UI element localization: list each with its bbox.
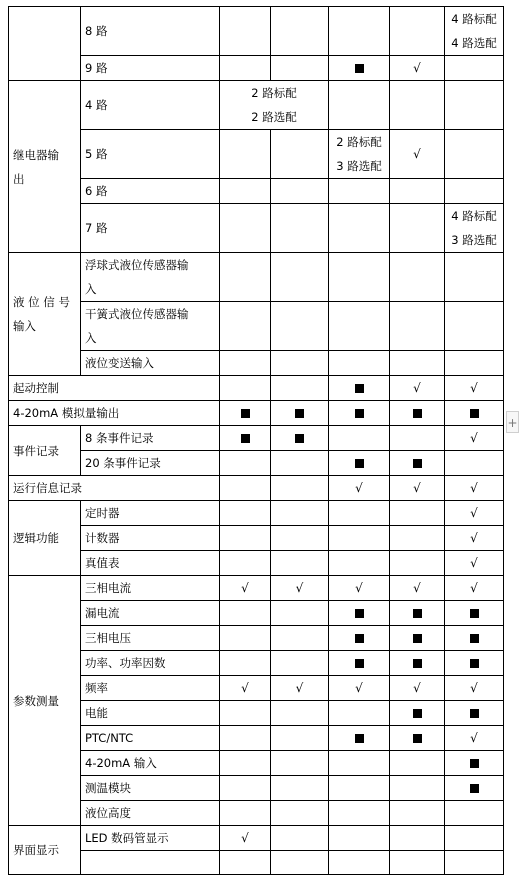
empty-cell bbox=[329, 751, 390, 776]
empty-cell bbox=[445, 253, 504, 302]
empty-cell bbox=[329, 501, 390, 526]
table-row bbox=[9, 551, 504, 576]
filled-square-cell bbox=[445, 751, 504, 776]
empty-cell bbox=[271, 179, 329, 204]
filled-square-cell bbox=[445, 776, 504, 801]
check-cell bbox=[329, 476, 390, 501]
empty-cell bbox=[220, 551, 271, 576]
check-icon: √ bbox=[413, 481, 421, 495]
empty-cell bbox=[220, 351, 271, 376]
table-row bbox=[9, 651, 504, 676]
table-row bbox=[9, 204, 504, 253]
empty-cell bbox=[271, 56, 329, 81]
check-icon: √ bbox=[295, 681, 304, 695]
item-cell: 定时器 bbox=[81, 501, 220, 526]
item-cell: 浮球式液位传感器输 入 bbox=[81, 253, 220, 302]
table-row bbox=[9, 751, 504, 776]
empty-cell bbox=[271, 801, 329, 826]
empty-cell bbox=[271, 701, 329, 726]
filled-square-cell bbox=[271, 426, 329, 451]
empty-cell bbox=[390, 426, 445, 451]
filled-square-cell bbox=[390, 726, 445, 751]
empty-cell bbox=[445, 302, 504, 351]
empty-cell bbox=[271, 651, 329, 676]
filled-square-cell bbox=[390, 626, 445, 651]
empty-cell bbox=[220, 451, 271, 476]
filled-square-icon bbox=[470, 759, 479, 768]
check-icon: √ bbox=[241, 581, 249, 595]
empty-cell bbox=[445, 351, 504, 376]
filled-square-cell bbox=[329, 451, 390, 476]
empty-cell bbox=[271, 751, 329, 776]
table-row bbox=[9, 576, 504, 601]
empty-cell bbox=[220, 801, 271, 826]
check-icon: √ bbox=[470, 556, 478, 570]
empty-cell bbox=[220, 376, 271, 401]
table-row bbox=[9, 526, 504, 551]
check-cell bbox=[445, 426, 504, 451]
check-icon: √ bbox=[470, 431, 478, 445]
empty-cell bbox=[271, 302, 329, 351]
table-row bbox=[9, 826, 504, 851]
check-cell bbox=[390, 576, 445, 601]
filled-square-icon bbox=[470, 784, 479, 793]
category-cell: 界面显示 bbox=[9, 826, 81, 875]
check-icon: √ bbox=[413, 681, 421, 695]
empty-cell bbox=[445, 451, 504, 476]
empty-cell bbox=[271, 7, 329, 56]
check-cell bbox=[329, 676, 390, 701]
empty-cell bbox=[220, 526, 271, 551]
filled-square-cell bbox=[329, 601, 390, 626]
filled-square-icon bbox=[355, 734, 364, 743]
table-row bbox=[9, 401, 504, 426]
empty-cell bbox=[390, 204, 445, 253]
check-cell bbox=[445, 526, 504, 551]
item-cell: 液位变送输入 bbox=[81, 351, 220, 376]
filled-square-cell bbox=[390, 651, 445, 676]
empty-cell bbox=[329, 179, 390, 204]
table-row bbox=[9, 130, 504, 179]
empty-cell bbox=[220, 601, 271, 626]
empty-cell bbox=[445, 81, 504, 130]
filled-square-icon bbox=[470, 609, 479, 618]
filled-square-icon bbox=[241, 409, 250, 418]
category-cell: 逻辑功能 bbox=[9, 501, 81, 576]
filled-square-icon bbox=[355, 64, 364, 73]
feature-comparison-table bbox=[8, 6, 504, 875]
filled-square-icon bbox=[355, 384, 364, 393]
check-cell bbox=[445, 376, 504, 401]
empty-cell bbox=[329, 551, 390, 576]
empty-cell bbox=[271, 253, 329, 302]
empty-cell bbox=[220, 476, 271, 501]
filled-square-icon bbox=[413, 659, 422, 668]
empty-cell bbox=[271, 351, 329, 376]
empty-cell bbox=[220, 179, 271, 204]
filled-square-icon bbox=[355, 634, 364, 643]
item-cell bbox=[81, 851, 220, 875]
check-cell bbox=[445, 576, 504, 601]
empty-cell bbox=[271, 204, 329, 253]
check-icon: √ bbox=[470, 506, 478, 520]
empty-cell bbox=[329, 253, 390, 302]
category-cell: 继电器输 出 bbox=[9, 81, 81, 253]
item-cell: PTC/NTC bbox=[81, 726, 220, 751]
filled-square-cell bbox=[329, 626, 390, 651]
empty-cell bbox=[220, 726, 271, 751]
empty-cell bbox=[271, 826, 329, 851]
table-row bbox=[9, 476, 504, 501]
item-cell: 9 路 bbox=[81, 56, 220, 81]
check-cell bbox=[271, 576, 329, 601]
filled-square-cell bbox=[390, 601, 445, 626]
filled-square-cell bbox=[329, 56, 390, 81]
table-body bbox=[9, 7, 504, 875]
check-cell bbox=[445, 726, 504, 751]
empty-cell bbox=[390, 526, 445, 551]
add-column-button[interactable]: + bbox=[506, 411, 519, 433]
empty-cell bbox=[220, 204, 271, 253]
filled-square-cell bbox=[445, 401, 504, 426]
row-label: 起动控制 bbox=[9, 376, 220, 401]
item-cell: 电能 bbox=[81, 701, 220, 726]
check-icon: √ bbox=[355, 681, 363, 695]
category-cell: 事件记录 bbox=[9, 426, 81, 476]
filled-square-cell bbox=[329, 376, 390, 401]
empty-cell bbox=[390, 7, 445, 56]
empty-cell bbox=[390, 751, 445, 776]
table-row bbox=[9, 776, 504, 801]
item-cell: LED 数码管显示 bbox=[81, 826, 220, 851]
row-label: 运行信息记录 bbox=[9, 476, 220, 501]
item-cell: 7 路 bbox=[81, 204, 220, 253]
empty-cell bbox=[220, 501, 271, 526]
empty-cell bbox=[271, 626, 329, 651]
filled-square-cell bbox=[220, 401, 271, 426]
table-row bbox=[9, 676, 504, 701]
item-cell: 8 条事件记录 bbox=[81, 426, 220, 451]
filled-square-icon bbox=[295, 434, 304, 443]
check-icon: √ bbox=[470, 731, 478, 745]
table-row bbox=[9, 253, 504, 302]
check-cell bbox=[390, 376, 445, 401]
value-cell: 4 路标配 3 路选配 bbox=[445, 204, 504, 253]
empty-cell bbox=[390, 253, 445, 302]
table-row bbox=[9, 726, 504, 751]
empty-cell bbox=[445, 179, 504, 204]
check-icon: √ bbox=[413, 381, 421, 395]
empty-cell bbox=[329, 7, 390, 56]
empty-cell bbox=[271, 776, 329, 801]
filled-square-icon bbox=[470, 709, 479, 718]
empty-cell bbox=[220, 751, 271, 776]
empty-cell bbox=[390, 501, 445, 526]
check-cell bbox=[445, 676, 504, 701]
item-cell: 测温模块 bbox=[81, 776, 220, 801]
empty-cell bbox=[390, 179, 445, 204]
check-cell bbox=[445, 551, 504, 576]
filled-square-cell bbox=[445, 651, 504, 676]
empty-cell bbox=[329, 302, 390, 351]
check-cell bbox=[390, 56, 445, 81]
check-icon: √ bbox=[295, 581, 304, 595]
empty-cell bbox=[271, 130, 329, 179]
empty-cell bbox=[271, 726, 329, 751]
empty-cell bbox=[390, 851, 445, 875]
empty-cell bbox=[329, 81, 390, 130]
empty-cell bbox=[329, 351, 390, 376]
empty-cell bbox=[329, 701, 390, 726]
filled-square-icon bbox=[355, 409, 364, 418]
table-row bbox=[9, 701, 504, 726]
check-icon: √ bbox=[470, 481, 478, 495]
table-row bbox=[9, 376, 504, 401]
item-cell: 4-20mA 输入 bbox=[81, 751, 220, 776]
filled-square-cell bbox=[445, 626, 504, 651]
check-cell bbox=[271, 676, 329, 701]
value-cell: 4 路标配 4 路选配 bbox=[445, 7, 504, 56]
empty-cell bbox=[271, 501, 329, 526]
filled-square-cell bbox=[271, 401, 329, 426]
check-icon: √ bbox=[470, 581, 478, 595]
filled-square-icon bbox=[413, 459, 422, 468]
empty-cell bbox=[271, 851, 329, 875]
empty-cell bbox=[271, 526, 329, 551]
check-icon: √ bbox=[241, 831, 249, 845]
check-icon: √ bbox=[470, 531, 478, 545]
table-row bbox=[9, 801, 504, 826]
filled-square-icon bbox=[355, 459, 364, 468]
empty-cell bbox=[390, 826, 445, 851]
table-row bbox=[9, 626, 504, 651]
check-cell bbox=[445, 501, 504, 526]
check-icon: √ bbox=[355, 581, 363, 595]
check-cell bbox=[220, 576, 271, 601]
empty-cell bbox=[329, 776, 390, 801]
empty-cell bbox=[445, 851, 504, 875]
empty-cell bbox=[445, 56, 504, 81]
table-row bbox=[9, 451, 504, 476]
item-cell: 漏电流 bbox=[81, 601, 220, 626]
table-row bbox=[9, 81, 504, 130]
empty-cell bbox=[390, 81, 445, 130]
empty-cell bbox=[271, 476, 329, 501]
filled-square-cell bbox=[329, 726, 390, 751]
table-row bbox=[9, 7, 504, 56]
empty-cell bbox=[220, 701, 271, 726]
empty-cell bbox=[329, 204, 390, 253]
empty-cell bbox=[220, 626, 271, 651]
filled-square-icon bbox=[413, 634, 422, 643]
check-icon: √ bbox=[470, 681, 478, 695]
item-cell: 液位高度 bbox=[81, 801, 220, 826]
item-cell: 干簧式液位传感器输 入 bbox=[81, 302, 220, 351]
check-cell bbox=[390, 676, 445, 701]
empty-cell bbox=[271, 551, 329, 576]
check-cell bbox=[390, 476, 445, 501]
empty-cell bbox=[329, 851, 390, 875]
category-cell bbox=[9, 7, 81, 81]
empty-cell bbox=[390, 551, 445, 576]
filled-square-cell bbox=[445, 601, 504, 626]
empty-cell bbox=[220, 7, 271, 56]
filled-square-icon bbox=[470, 659, 479, 668]
empty-cell bbox=[271, 451, 329, 476]
empty-cell bbox=[220, 56, 271, 81]
table-row bbox=[9, 851, 504, 875]
filled-square-icon bbox=[413, 609, 422, 618]
empty-cell bbox=[329, 426, 390, 451]
empty-cell bbox=[220, 130, 271, 179]
filled-square-cell bbox=[329, 401, 390, 426]
item-cell: 计数器 bbox=[81, 526, 220, 551]
check-cell bbox=[220, 826, 271, 851]
row-label: 4-20mA 模拟量输出 bbox=[9, 401, 220, 426]
value-cell: 2 路标配 2 路选配 bbox=[220, 81, 329, 130]
item-cell: 8 路 bbox=[81, 7, 220, 56]
check-cell bbox=[329, 576, 390, 601]
table-row bbox=[9, 501, 504, 526]
empty-cell bbox=[271, 376, 329, 401]
filled-square-icon bbox=[241, 434, 250, 443]
filled-square-icon bbox=[413, 409, 422, 418]
table-row bbox=[9, 179, 504, 204]
check-cell bbox=[445, 476, 504, 501]
filled-square-cell bbox=[390, 701, 445, 726]
filled-square-cell bbox=[329, 651, 390, 676]
category-cell: 参数测量 bbox=[9, 576, 81, 826]
empty-cell bbox=[390, 801, 445, 826]
table-row bbox=[9, 56, 504, 81]
item-cell: 真值表 bbox=[81, 551, 220, 576]
filled-square-cell bbox=[390, 401, 445, 426]
empty-cell bbox=[445, 130, 504, 179]
empty-cell bbox=[329, 526, 390, 551]
table-row bbox=[9, 601, 504, 626]
check-icon: √ bbox=[413, 581, 421, 595]
empty-cell bbox=[329, 826, 390, 851]
table-row bbox=[9, 351, 504, 376]
filled-square-icon bbox=[355, 609, 364, 618]
filled-square-icon bbox=[355, 659, 364, 668]
category-cell: 液 位 信 号 输入 bbox=[9, 253, 81, 376]
item-cell: 6 路 bbox=[81, 179, 220, 204]
check-icon: √ bbox=[470, 381, 478, 395]
empty-cell bbox=[220, 851, 271, 875]
check-icon: √ bbox=[413, 61, 421, 75]
filled-square-icon bbox=[413, 709, 422, 718]
empty-cell bbox=[220, 651, 271, 676]
filled-square-icon bbox=[295, 409, 304, 418]
item-cell: 三相电压 bbox=[81, 626, 220, 651]
value-cell: 2 路标配 3 路选配 bbox=[329, 130, 390, 179]
empty-cell bbox=[220, 776, 271, 801]
empty-cell bbox=[390, 776, 445, 801]
item-cell: 频率 bbox=[81, 676, 220, 701]
check-cell bbox=[220, 676, 271, 701]
item-cell: 5 路 bbox=[81, 130, 220, 179]
empty-cell bbox=[390, 351, 445, 376]
empty-cell bbox=[220, 253, 271, 302]
check-cell bbox=[390, 130, 445, 179]
filled-square-icon bbox=[413, 734, 422, 743]
check-icon: √ bbox=[355, 481, 363, 495]
item-cell: 20 条事件记录 bbox=[81, 451, 220, 476]
filled-square-cell bbox=[445, 701, 504, 726]
item-cell: 功率、功率因数 bbox=[81, 651, 220, 676]
empty-cell bbox=[329, 801, 390, 826]
empty-cell bbox=[445, 826, 504, 851]
empty-cell bbox=[271, 601, 329, 626]
table-row bbox=[9, 426, 504, 451]
empty-cell bbox=[445, 801, 504, 826]
check-icon: √ bbox=[241, 681, 249, 695]
filled-square-cell bbox=[390, 451, 445, 476]
filled-square-icon bbox=[470, 634, 479, 643]
empty-cell bbox=[220, 302, 271, 351]
item-cell: 三相电流 bbox=[81, 576, 220, 601]
item-cell: 4 路 bbox=[81, 81, 220, 130]
check-icon: √ bbox=[413, 147, 421, 161]
empty-cell bbox=[390, 302, 445, 351]
filled-square-cell bbox=[220, 426, 271, 451]
table-row bbox=[9, 302, 504, 351]
filled-square-icon bbox=[470, 409, 479, 418]
